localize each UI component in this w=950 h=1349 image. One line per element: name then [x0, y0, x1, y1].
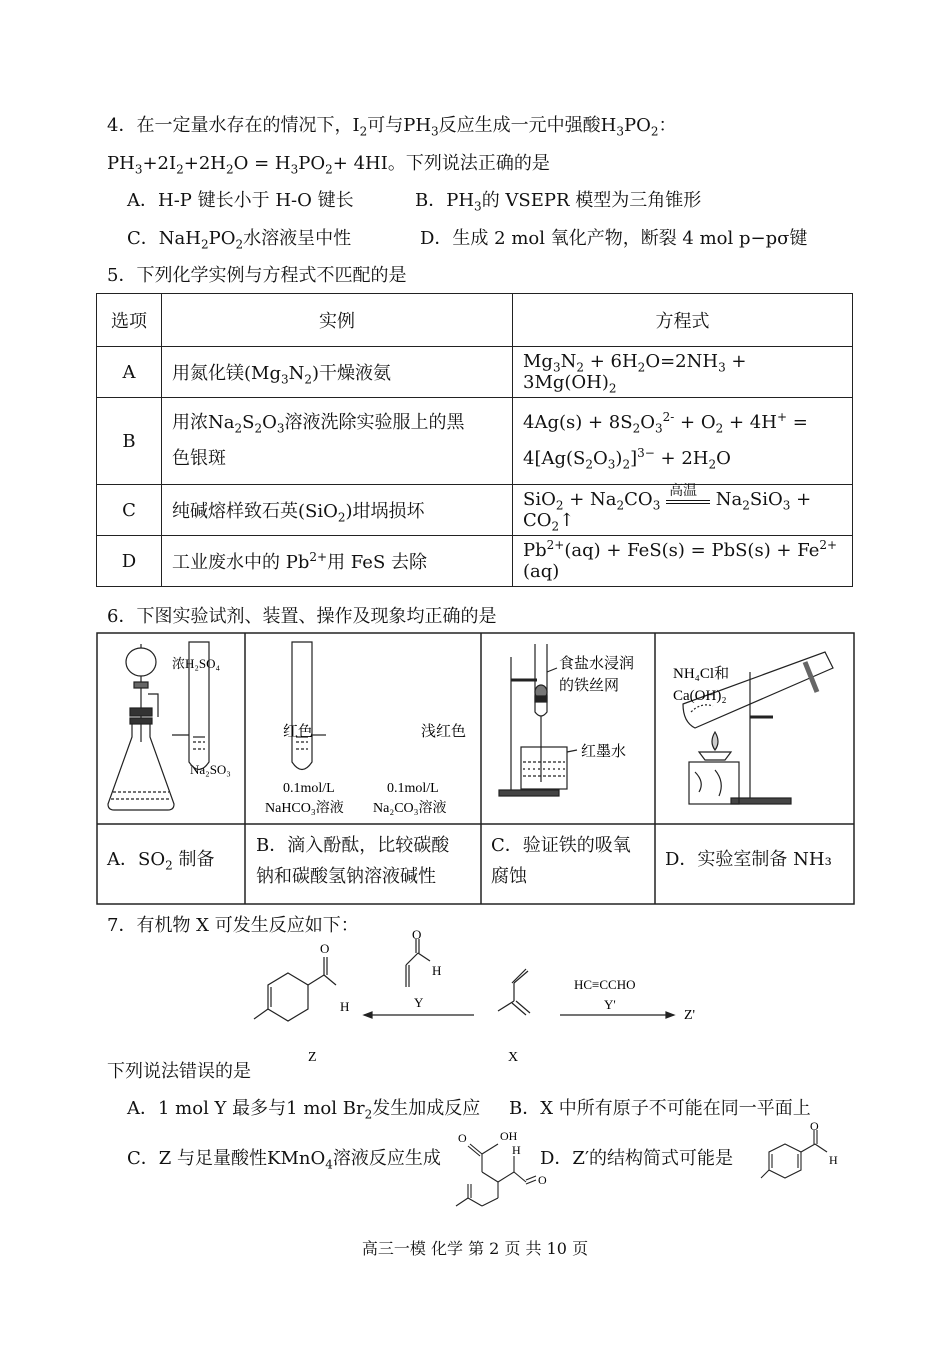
q6-option-c2: 腐蚀 [491, 866, 527, 887]
q6-option-a-pre: A． [107, 849, 138, 870]
figB-conc2: 0.1mol/L [387, 781, 439, 796]
q4-stem-text2: 可与 [367, 115, 404, 136]
header-example: 实例 [162, 294, 513, 347]
atom-h: H [512, 1143, 521, 1157]
row-key: C [97, 485, 162, 536]
atom-h: H [829, 1153, 838, 1167]
y-atom-o: O [412, 927, 422, 942]
equals-line-1 [666, 500, 710, 501]
q4-option-a: A．H-P 键长小于 H-O 键长 [127, 190, 354, 211]
arrow-right-icon [560, 1012, 674, 1018]
q7-option-a: A．1 mol Y 最多与1 mol $Br_2$发生加成反应 [127, 1098, 481, 1122]
q7-reaction-scheme [230, 925, 730, 1065]
page-footer: 高三一模 化学 第 2 页 共 10 页 [361, 1239, 589, 1258]
figB-label1: 红色 [283, 724, 314, 740]
table-row [97, 347, 853, 398]
ex-post: 溶液洗除实验服上的黑 [284, 412, 465, 433]
q6-option-a: A．$SO_2$ 制备 [107, 849, 215, 873]
q4-option-c-post: 水溶液呈中性 [243, 228, 352, 249]
ex-post: 用 FeS 去除 [327, 552, 428, 573]
q6-stem: 6．下图实验试剂、装置、操作及现象均正确的是 [107, 606, 497, 627]
table-row [97, 398, 853, 485]
q4-stem-text: 4．在一定量水存在的情况下， [107, 115, 353, 136]
row-example: 用氮化镁$(Mg_3N_2)$干燥液氨 [162, 347, 513, 398]
figB-sol1: NaHCO₃溶液 [265, 801, 344, 816]
figB-label2: 浅红色 [421, 724, 467, 740]
arrow-left-icon [364, 1012, 474, 1018]
q6-option-a-post: 制备 [178, 849, 215, 870]
atom-o: O [810, 1122, 819, 1133]
q7-option-c: C．Z 与足量酸性KMnO$_4$溶液反应生成 [127, 1148, 441, 1172]
figA-reagent1: 浓H₂SO₄ [172, 656, 221, 671]
q4-option-d: D．生成 2 mol 氧化产物，断裂 4 mol p−pσ键 [420, 228, 808, 249]
q7-option-c-pre: C．Z 与足量酸性 [127, 1148, 268, 1169]
flask-apparatus-icon [108, 644, 174, 810]
figA-reagent2: Na₂SO₃ [190, 762, 231, 777]
q4-stem-text3: 反应生成一元中强酸 [438, 115, 601, 136]
compound-y-icon [406, 939, 430, 987]
row-equation: $SiO_2 + Na_2CO_3$ 高温 $Na_2SiO_3$ + $CO_2↑$ [513, 485, 853, 536]
q6-option-b1: B．滴入酚酞，比较碳酸 [256, 835, 450, 856]
label-z-prime: Z' [684, 1008, 696, 1023]
q4-equation: $PH_3+2I_2+2H_2O = H_3PO_2+ 4HI$。下列说法正确的是 [107, 153, 550, 177]
ex-pre: 纯碱熔样致石英( [172, 501, 306, 522]
row-equation: $Mg_3N_2 + 6H_2O=2NH_3 + 3Mg(OH)_2$ [513, 347, 853, 398]
ex-pre: 用氮化镁( [172, 363, 252, 384]
q7-stem: 7．有机物 X 可发生反应如下： [107, 915, 359, 936]
ex-post: )坩埚损坏 [345, 501, 425, 522]
q5-table [96, 293, 853, 587]
q5-stem: 5．下列化学实例与方程式不匹配的是 [107, 265, 407, 286]
row-key: D [97, 536, 162, 587]
row-key: A [97, 347, 162, 398]
label-z: Z [308, 1050, 317, 1065]
figC-label3: 红墨水 [581, 744, 627, 760]
q7-prompt: 下列说法错误的是 [107, 1061, 251, 1082]
reaction-condition: 高温 [669, 483, 698, 499]
q4-stem: 4．在一定量水存在的情况下，$I_2$可与$PH_3$反应生成一元中强酸$H_3PO_2$： [107, 115, 677, 139]
row-example: 工业废水中的 $Pb^{2+}$用 FeS 去除 [162, 536, 513, 587]
label-y: Y [414, 995, 424, 1010]
q6-option-d: D．实验室制备 NH₃ [665, 849, 832, 870]
z-atom-h: H [340, 999, 350, 1014]
y-atom-h: H [432, 963, 442, 978]
q4-option-c: C．$NaH_2PO_2$水溶液呈中性 [127, 228, 352, 252]
figB-sol2: Na₂CO₃溶液 [373, 801, 447, 816]
z-atom-o: O [320, 941, 330, 956]
header-option: 选项 [97, 294, 162, 347]
row-equation: $Pb^{2+}(aq) + FeS(s) = PbS(s) + Fe^{2+}(aq)$ [513, 536, 853, 587]
reaction-arrow [666, 483, 710, 510]
figB-conc1: 0.1mol/L [283, 781, 335, 796]
ex-post: )干燥液氨 [312, 363, 392, 384]
q4-eq-tail: 。下列说法正确的是 [387, 153, 550, 174]
header-equation: 方程式 [513, 294, 853, 347]
ex-pre: 工业废水中的 [172, 552, 286, 573]
atom-o: O [458, 1131, 467, 1145]
ex-pre: 用浓 [172, 412, 208, 433]
q4-option-b: B．$PH_3$的 VSEPR 模型为三角锥形 [415, 190, 702, 214]
q7-option-d: D．Z′的结构简式可能是 [540, 1148, 734, 1169]
equals-line-2 [666, 503, 710, 504]
compound-x-icon [498, 969, 530, 1015]
figC-label1: 食盐水浸润 [559, 656, 635, 672]
label-y-prime: Y' [604, 997, 616, 1012]
q7-option-b: B．X 中所有原子不可能在同一平面上 [509, 1098, 811, 1119]
atom-oh: OH [500, 1129, 518, 1143]
q7-option-a-pre: A．1 mol Y 最多与1 mol [127, 1098, 343, 1119]
test-tube-icon [292, 642, 326, 770]
ex-line2: 色银斑 [172, 448, 226, 469]
row-equation: $4Ag(s) + 8S_2O_3^{2-} + O_2 + 4H^+$ = $4[Ag(S_2O_3)_2]^{3-} + 2H_2O$ [513, 398, 853, 485]
row-example: 纯碱熔样致石英(SiO$_2$)坩埚损坏 [162, 485, 513, 536]
figD-label2: Ca(OH)₂ [673, 688, 727, 704]
option-d-structure-icon [757, 1122, 843, 1186]
label-x: X [508, 1050, 519, 1065]
reagent-label: HC≡CCHO [574, 977, 636, 992]
row-example: 用浓$Na_2S_2O_3$溶液洗除实验服上的黑 色银斑 [162, 398, 513, 485]
table-row [97, 485, 853, 536]
q6-option-b2: 钠和碳酸氢钠溶液碱性 [256, 866, 436, 887]
compound-z-icon [254, 957, 336, 1021]
q7-option-a-post: 发生加成反应 [372, 1098, 481, 1119]
option-c-structure-icon [452, 1124, 548, 1216]
atom-o: O [538, 1173, 547, 1187]
figD-label1: NH₄Cl和 [673, 666, 730, 682]
figC-label2: 的铁丝网 [559, 678, 620, 694]
table-row [97, 294, 853, 347]
q6-option-c1: C．验证铁的吸氧 [491, 835, 631, 856]
q4-option-b-post: 的 VSEPR 模型为三角锥形 [481, 190, 702, 211]
table-row [97, 536, 853, 587]
q7-option-c-post: 溶液反应生成 [332, 1148, 441, 1169]
q4-option-c-pre: C． [127, 228, 159, 249]
q4-option-b-pre: B． [415, 190, 447, 211]
row-key: B [97, 398, 162, 485]
